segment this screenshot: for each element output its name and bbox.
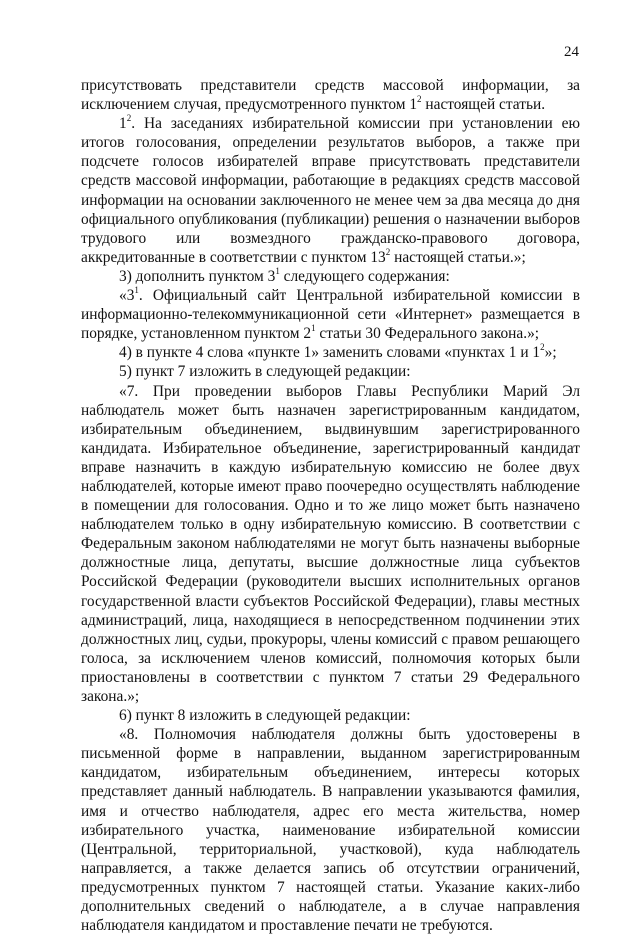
superscript-index: 2	[126, 113, 132, 124]
paragraph-text: 4) в пункте 4 слова «пункте 1» заменить словами «пунктах 1 и 1	[119, 344, 541, 362]
superscript-index: 2	[385, 246, 391, 257]
page-number: 24	[564, 44, 579, 60]
document-body	[81, 76, 580, 935]
paragraph-p7	[81, 382, 580, 707]
paragraph-text: . На заседаниях избирательной комиссии при установлении ею итогов голосования, определении результатов выборов, а также при подсчете голосов избирателей вправе присутствовать представители средств массовой информации, работающие в редакциях средств массовой информации на основании заключенного не менее чем за два месяца до дня официального опубликования (публикации) решения о назначении выборов трудового или возмездного гражданско-правового договора, аккредитованные в соответствии с пунктом 13	[81, 115, 580, 266]
paragraph-text: 1	[119, 115, 127, 133]
paragraph-text: настоящей статьи.»;	[390, 248, 526, 266]
paragraph-text: статьи 30 Федерального закона.»;	[315, 325, 540, 343]
paragraph-text: настоящей статьи.	[421, 96, 546, 114]
paragraph-p8	[81, 706, 580, 725]
paragraph-text: следующего содержания:	[279, 267, 450, 285]
paragraph-text: 6) пункт 8 изложить в следующей редакции:	[119, 707, 411, 725]
paragraph-p6	[81, 362, 580, 381]
paragraph-p9	[81, 725, 580, 935]
superscript-index: 2	[417, 93, 422, 104]
paragraph-text: «7. При проведении выборов Главы Республики Марий Эл наблюдатель может быть назначен зарегистрированным кандидатом, избирательным объединением, выдвинувшим зарегистрированного кандидата. Избирательное объединение, зарегистрированный кандидат вправе назначить в каждую избирательную комиссию не более двух наблюдателей, которые имеют право поочередно осуществлять наблюдение в помещении для голосования. Одно и то же лицо может быть назначено наблюдателем только в одну избирательную комиссию. В соответствии с Федеральным законом наблюдателями не могут быть назначены выборные должностные лица, депутаты, высшие должностные лица субъектов Российской Федерации (руководители высших исполнительных органов государственной власти субъектов Российской Федерации), главы местных администраций, лица, находящиеся в непосредственном подчинении этих должностных лиц, судьи, прокуроры, члены комиссий с правом решающего голоса, за исключением членов комиссий, полномочия которых были приостановлены в соответствии с пунктом 7 статьи 29 Федерального закона.»;	[81, 382, 580, 705]
paragraph-p4	[81, 286, 580, 343]
paragraph-p2	[81, 114, 580, 267]
paragraph-text: присутствовать представители средств массовой информации, за исключением случая, предусмотренного пунктом 1	[81, 77, 580, 114]
paragraph-p1	[81, 76, 580, 114]
superscript-index: 1	[134, 284, 139, 295]
paragraph-p5	[81, 343, 580, 362]
paragraph-text: «8. Полномочия наблюдателя должны быть удостоверены в письменной форме в направлении, выданном зарегистрированным кандидатом, избирательным объединением, интересы которых представляет данный наблюдатель. В направлении указываются фамилия, имя и отчество наблюдателя, адрес его места жительства, номер избирательного участка, наименование избирательной комиссии (Центральной, территориальной, участковой), куда наблюдатель направляется, а также делается запись об отсутствии ограничений, предусмотренных пунктом 7 настоящей статьи. Указание каких-либо дополнительных сведений о наблюдателе, а в случае направления наблюдателя кандидатом и проставление печати не требуются.	[81, 726, 580, 935]
superscript-index: 1	[275, 265, 280, 276]
superscript-index: 1	[311, 323, 316, 334]
paragraph-text: 5) пункт 7 изложить в следующей редакции:	[119, 363, 411, 381]
paragraph-p3	[81, 267, 580, 286]
paragraph-text: . Официальный сайт Центральной избирательной комиссии в информационно-телекоммуникационной сети «Интернет» размещается в порядке, установленном пунктом 2	[81, 287, 580, 343]
paragraph-text: 3) дополнить пунктом 3	[119, 267, 276, 285]
paragraph-text: »;	[544, 344, 557, 362]
superscript-index: 2	[540, 342, 545, 353]
paragraph-text: «3	[119, 287, 135, 305]
